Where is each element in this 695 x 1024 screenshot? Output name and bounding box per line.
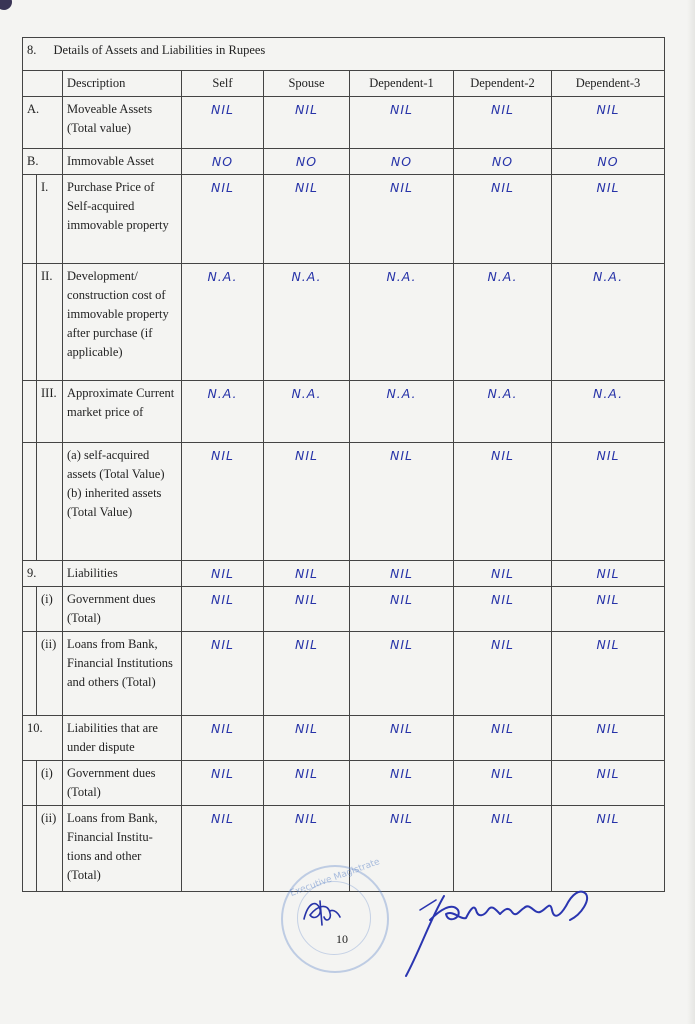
indent-cell <box>23 806 37 892</box>
header-blank <box>23 71 63 97</box>
value-dependent-1: NIL <box>350 443 454 561</box>
value-dependent-3: NIL <box>552 443 665 561</box>
table-row <box>23 443 665 561</box>
row-number: I. <box>37 175 63 264</box>
value-dependent-3: NO <box>552 149 665 175</box>
table-row <box>23 716 665 761</box>
row-number: (i) <box>37 587 63 632</box>
value-dependent-3: NIL <box>552 175 665 264</box>
row-description: Liabilities that are under dispute <box>63 716 182 761</box>
row-number: III. <box>37 381 63 443</box>
value-dependent-1: NIL <box>350 97 454 149</box>
value-dependent-2: N.A. <box>454 264 552 381</box>
table-row <box>23 381 665 443</box>
table-row <box>23 761 665 806</box>
seal-text: Executive Magistrate <box>288 857 382 899</box>
value-dependent-1: NIL <box>350 761 454 806</box>
value-dependent-2: NIL <box>454 761 552 806</box>
value-self: NIL <box>182 175 264 264</box>
table-row <box>23 97 665 149</box>
row-description: Loans from Bank, Financial Institutions and others (Total) <box>63 632 182 716</box>
value-dependent-2: NIL <box>454 587 552 632</box>
value-dependent-2: NO <box>454 149 552 175</box>
value-spouse: NIL <box>264 443 350 561</box>
value-dependent-1: NIL <box>350 632 454 716</box>
value-dependent-3: NIL <box>552 97 665 149</box>
value-dependent-2: NIL <box>454 443 552 561</box>
col-header-dependent-3: Dependent-3 <box>552 71 665 97</box>
section-title: Details of Assets and Liabilities in Rupees <box>53 43 266 57</box>
row-number: (i) <box>37 761 63 806</box>
value-self: NIL <box>182 97 264 149</box>
value-dependent-3: NIL <box>552 561 665 587</box>
value-dependent-1: N.A. <box>350 381 454 443</box>
value-dependent-2: NIL <box>454 716 552 761</box>
value-dependent-3: NIL <box>552 806 665 892</box>
row-description: Approximate Current market price of <box>63 381 182 443</box>
col-header-dependent-2: Dependent-2 <box>454 71 552 97</box>
value-dependent-2: NIL <box>454 806 552 892</box>
value-self: NIL <box>182 761 264 806</box>
page-edge <box>687 0 695 1024</box>
value-spouse: NIL <box>264 716 350 761</box>
value-spouse: NIL <box>264 97 350 149</box>
row-number <box>37 443 63 561</box>
row-description: (a) self-acquired assets (Total Value) (b) inherited assets (Total Value) <box>63 443 182 561</box>
value-self: NIL <box>182 561 264 587</box>
value-spouse: NIL <box>264 806 350 892</box>
value-dependent-3: NIL <box>552 716 665 761</box>
value-self: NIL <box>182 716 264 761</box>
col-header-dependent-1: Dependent-1 <box>350 71 454 97</box>
value-spouse: NIL <box>264 175 350 264</box>
value-dependent-1: NIL <box>350 587 454 632</box>
row-description: Moveable Assets (Total value) <box>63 97 182 149</box>
value-dependent-1: NIL <box>350 806 454 892</box>
value-dependent-2: NIL <box>454 175 552 264</box>
col-header-self: Self <box>182 71 264 97</box>
indent-cell <box>23 264 37 381</box>
header-row <box>23 71 665 97</box>
value-spouse: NIL <box>264 587 350 632</box>
value-spouse: N.A. <box>264 381 350 443</box>
value-self: NIL <box>182 443 264 561</box>
punch-hole <box>0 0 12 10</box>
value-spouse: NO <box>264 149 350 175</box>
value-dependent-3: N.A. <box>552 264 665 381</box>
value-dependent-1: N.A. <box>350 264 454 381</box>
value-dependent-1: NIL <box>350 175 454 264</box>
row-number: 10. <box>23 716 63 761</box>
signature-icon <box>400 880 600 980</box>
row-description: Purchase Price of Self-acquired immovable property <box>63 175 182 264</box>
indent-cell <box>23 175 37 264</box>
value-self: NIL <box>182 806 264 892</box>
row-description: Government dues (Total) <box>63 587 182 632</box>
col-header-spouse: Spouse <box>264 71 350 97</box>
value-spouse: NIL <box>264 761 350 806</box>
value-self: NIL <box>182 587 264 632</box>
value-dependent-2: NIL <box>454 632 552 716</box>
indent-cell <box>23 381 37 443</box>
row-description: Liabilities <box>63 561 182 587</box>
value-dependent-3: N.A. <box>552 381 665 443</box>
row-number: (ii) <box>37 632 63 716</box>
value-self: NIL <box>182 632 264 716</box>
value-dependent-2: NIL <box>454 561 552 587</box>
section-title-row <box>23 38 665 71</box>
indent-cell <box>23 761 37 806</box>
value-dependent-3: NIL <box>552 587 665 632</box>
col-header-description: Description <box>63 71 182 97</box>
row-number: 9. <box>23 561 63 587</box>
value-dependent-1: NIL <box>350 561 454 587</box>
value-spouse: N.A. <box>264 264 350 381</box>
value-dependent-2: N.A. <box>454 381 552 443</box>
row-description: Government dues (Total) <box>63 761 182 806</box>
page-number: 10 <box>336 932 348 946</box>
row-number: B. <box>23 149 63 175</box>
value-self: N.A. <box>182 264 264 381</box>
value-dependent-1: NO <box>350 149 454 175</box>
value-spouse: NIL <box>264 561 350 587</box>
value-self: NO <box>182 149 264 175</box>
row-description: Immovable Asset <box>63 149 182 175</box>
row-number: II. <box>37 264 63 381</box>
table-row <box>23 149 665 175</box>
table-row <box>23 587 665 632</box>
row-number: (ii) <box>37 806 63 892</box>
row-description: Development/ construction cost of immovable property after purchase (if applicable) <box>63 264 182 381</box>
section-title-cell <box>23 38 665 71</box>
value-spouse: NIL <box>264 632 350 716</box>
value-self: N.A. <box>182 381 264 443</box>
value-dependent-2: NIL <box>454 97 552 149</box>
indent-cell <box>23 632 37 716</box>
table-row <box>23 175 665 264</box>
table-row <box>23 264 665 381</box>
indent-cell <box>23 443 37 561</box>
row-description: Loans from Bank, Financial Institu-tions and other (Total) <box>63 806 182 892</box>
indent-cell <box>23 587 37 632</box>
value-dependent-1: NIL <box>350 716 454 761</box>
assets-liabilities-table <box>22 37 665 892</box>
section-number: 8. <box>27 43 37 57</box>
table-row <box>23 561 665 587</box>
table-row <box>23 632 665 716</box>
value-dependent-3: NIL <box>552 761 665 806</box>
value-dependent-3: NIL <box>552 632 665 716</box>
stamp-signature-icon <box>300 893 344 929</box>
row-number: A. <box>23 97 63 149</box>
